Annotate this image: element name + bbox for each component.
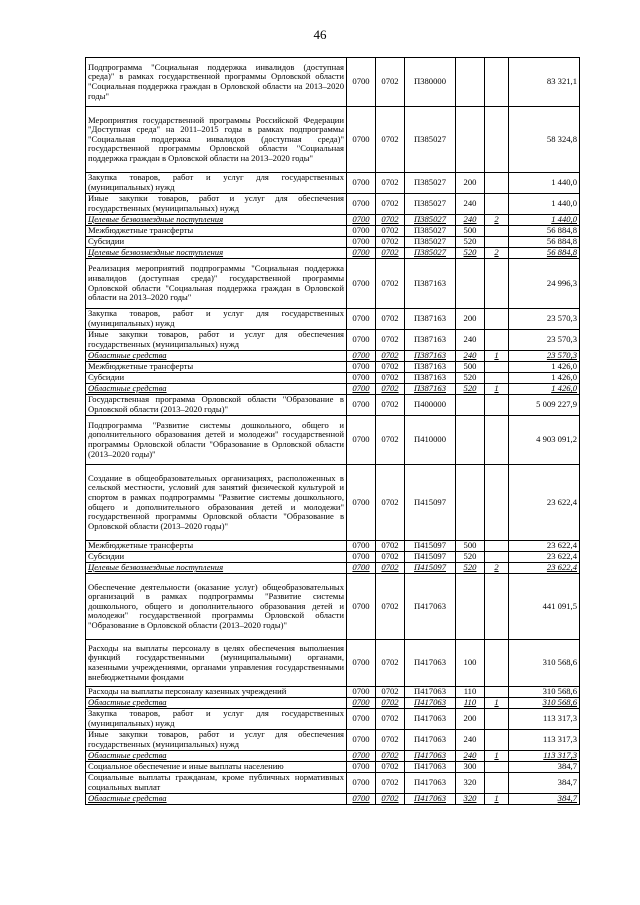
funding-source-code: 2 xyxy=(485,563,509,574)
funding-source-code xyxy=(485,709,509,730)
amount: 23 570,3 xyxy=(509,330,580,351)
row-name: Целевые безвозмездные поступления xyxy=(86,248,347,259)
funding-source-code: 1 xyxy=(485,351,509,362)
funding-source-code xyxy=(485,194,509,215)
funding-source-code xyxy=(485,395,509,416)
funding-source-code xyxy=(485,416,509,465)
target-item-code: П417063 xyxy=(405,574,456,640)
expense-type-code: 240 xyxy=(456,751,485,762)
table-row xyxy=(86,194,580,215)
row-name: Мероприятия государственной программы Российской Федерации "Доступная среда" на 2011–2015 годы в рамках подпрограммы "Социальная поддержка инвалидов (доступная среда)" государственной программы Орловской области "Социальная поддержка граждан в Орловской области на 2013–2020 годы" xyxy=(86,107,347,173)
amount: 56 884,8 xyxy=(509,248,580,259)
expense-type-code xyxy=(456,574,485,640)
table-row xyxy=(86,309,580,330)
funding-source-code xyxy=(485,373,509,384)
expense-type-code: 200 xyxy=(456,709,485,730)
expense-type-code: 520 xyxy=(456,563,485,574)
section-code: 0700 xyxy=(347,730,376,751)
subsection-code: 0702 xyxy=(376,248,405,259)
amount: 441 091,5 xyxy=(509,574,580,640)
table-row xyxy=(86,351,580,362)
target-item-code: П417063 xyxy=(405,709,456,730)
funding-source-code: 1 xyxy=(485,794,509,805)
row-name: Иные закупки товаров, работ и услуг для обеспечения государственных (муниципальных) нужд xyxy=(86,330,347,351)
amount: 384,7 xyxy=(509,794,580,805)
target-item-code: П417063 xyxy=(405,730,456,751)
target-item-code: П385027 xyxy=(405,194,456,215)
amount: 5 009 227,9 xyxy=(509,395,580,416)
section-code: 0700 xyxy=(347,563,376,574)
section-code: 0700 xyxy=(347,552,376,563)
table-row xyxy=(86,794,580,805)
section-code: 0700 xyxy=(347,330,376,351)
expense-type-code: 520 xyxy=(456,248,485,259)
row-name: Областные средства xyxy=(86,351,347,362)
target-item-code: П387163 xyxy=(405,259,456,309)
amount: 1 426,0 xyxy=(509,373,580,384)
section-code: 0700 xyxy=(347,107,376,173)
target-item-code: П387163 xyxy=(405,384,456,395)
row-name: Иные закупки товаров, работ и услуг для обеспечения государственных (муниципальных) нужд xyxy=(86,730,347,751)
amount: 1 440,0 xyxy=(509,215,580,226)
table-row xyxy=(86,574,580,640)
section-code: 0700 xyxy=(347,215,376,226)
table-row xyxy=(86,709,580,730)
row-name: Областные средства xyxy=(86,751,347,762)
section-code: 0700 xyxy=(347,541,376,552)
target-item-code: П417063 xyxy=(405,794,456,805)
expense-type-code: 240 xyxy=(456,351,485,362)
amount: 310 568,6 xyxy=(509,698,580,709)
subsection-code: 0702 xyxy=(376,773,405,794)
funding-source-code xyxy=(485,762,509,773)
table-row xyxy=(86,237,580,248)
amount: 1 426,0 xyxy=(509,362,580,373)
subsection-code: 0702 xyxy=(376,416,405,465)
subsection-code: 0702 xyxy=(376,541,405,552)
target-item-code: П387163 xyxy=(405,309,456,330)
expense-type-code: 520 xyxy=(456,237,485,248)
funding-source-code xyxy=(485,237,509,248)
table-row xyxy=(86,107,580,173)
target-item-code: П417063 xyxy=(405,640,456,687)
amount: 83 321,1 xyxy=(509,58,580,107)
table-row xyxy=(86,552,580,563)
table-row xyxy=(86,563,580,574)
row-name: Иные закупки товаров, работ и услуг для обеспечения государственных (муниципальных) нужд xyxy=(86,194,347,215)
page-number: 46 xyxy=(313,27,327,42)
amount: 113 317,3 xyxy=(509,730,580,751)
expense-type-code: 110 xyxy=(456,687,485,698)
row-name: Закупка товаров, работ и услуг для государственных (муниципальных) нужд xyxy=(86,173,347,194)
subsection-code: 0702 xyxy=(376,173,405,194)
row-name: Социальные выплаты гражданам, кроме публичных нормативных социальных выплат xyxy=(86,773,347,794)
amount: 23 570,3 xyxy=(509,309,580,330)
budget-table-body xyxy=(86,58,580,805)
expense-type-code: 520 xyxy=(456,373,485,384)
row-name: Межбюджетные трансферты xyxy=(86,541,347,552)
row-name: Подпрограмма "Социальная поддержка инвалидов (доступная среда)" в рамках государственной программы Орловской области "Социальная поддержка граждан в Орловской области на 2013–2020 годы" xyxy=(86,58,347,107)
target-item-code: П385027 xyxy=(405,226,456,237)
subsection-code: 0702 xyxy=(376,465,405,541)
row-name: Расходы на выплаты персоналу в целях обеспечения выполнения функций государственными (муниципальными) органами, казенными учреждениями, органами управления государственными внебюджетными фондами xyxy=(86,640,347,687)
row-name: Целевые безвозмездные поступления xyxy=(86,563,347,574)
subsection-code: 0702 xyxy=(376,794,405,805)
target-item-code: П410000 xyxy=(405,416,456,465)
expense-type-code: 240 xyxy=(456,215,485,226)
expense-type-code xyxy=(456,107,485,173)
amount: 24 996,3 xyxy=(509,259,580,309)
expense-type-code: 320 xyxy=(456,794,485,805)
row-name: Закупка товаров, работ и услуг для государственных (муниципальных) нужд xyxy=(86,709,347,730)
subsection-code: 0702 xyxy=(376,552,405,563)
expense-type-code xyxy=(456,259,485,309)
row-name: Областные средства xyxy=(86,384,347,395)
row-name: Расходы на выплаты персоналу казенных учреждений xyxy=(86,687,347,698)
amount: 310 568,6 xyxy=(509,640,580,687)
subsection-code: 0702 xyxy=(376,330,405,351)
target-item-code: П385027 xyxy=(405,248,456,259)
target-item-code: П385027 xyxy=(405,173,456,194)
target-item-code: П415097 xyxy=(405,541,456,552)
funding-source-code xyxy=(485,58,509,107)
section-code: 0700 xyxy=(347,194,376,215)
expense-type-code: 100 xyxy=(456,640,485,687)
expense-type-code: 110 xyxy=(456,698,485,709)
amount: 23 622,4 xyxy=(509,465,580,541)
row-name: Субсидии xyxy=(86,552,347,563)
subsection-code: 0702 xyxy=(376,751,405,762)
table-row xyxy=(86,698,580,709)
expense-type-code: 520 xyxy=(456,552,485,563)
expense-type-code xyxy=(456,395,485,416)
section-code: 0700 xyxy=(347,237,376,248)
section-code: 0700 xyxy=(347,226,376,237)
amount: 23 570,3 xyxy=(509,351,580,362)
subsection-code: 0702 xyxy=(376,259,405,309)
funding-source-code xyxy=(485,362,509,373)
funding-source-code xyxy=(485,730,509,751)
target-item-code: П415097 xyxy=(405,552,456,563)
target-item-code: П387163 xyxy=(405,362,456,373)
subsection-code: 0702 xyxy=(376,563,405,574)
amount: 23 622,4 xyxy=(509,563,580,574)
row-name: Социальное обеспечение и иные выплаты населению xyxy=(86,762,347,773)
section-code: 0700 xyxy=(347,465,376,541)
expense-type-code: 500 xyxy=(456,362,485,373)
section-code: 0700 xyxy=(347,709,376,730)
target-item-code: П385027 xyxy=(405,107,456,173)
subsection-code: 0702 xyxy=(376,640,405,687)
target-item-code: П400000 xyxy=(405,395,456,416)
subsection-code: 0702 xyxy=(376,762,405,773)
subsection-code: 0702 xyxy=(376,698,405,709)
expense-type-code: 500 xyxy=(456,226,485,237)
target-item-code: П385027 xyxy=(405,215,456,226)
funding-source-code xyxy=(485,173,509,194)
funding-source-code: 2 xyxy=(485,215,509,226)
target-item-code: П385027 xyxy=(405,237,456,248)
section-code: 0700 xyxy=(347,751,376,762)
section-code: 0700 xyxy=(347,574,376,640)
expense-type-code: 320 xyxy=(456,773,485,794)
amount: 384,7 xyxy=(509,773,580,794)
table-row xyxy=(86,248,580,259)
section-code: 0700 xyxy=(347,698,376,709)
table-row xyxy=(86,384,580,395)
table-row xyxy=(86,362,580,373)
funding-source-code xyxy=(485,465,509,541)
section-code: 0700 xyxy=(347,351,376,362)
row-name: Областные средства xyxy=(86,698,347,709)
section-code: 0700 xyxy=(347,384,376,395)
expense-type-code: 200 xyxy=(456,309,485,330)
table-row xyxy=(86,173,580,194)
target-item-code: П387163 xyxy=(405,373,456,384)
section-code: 0700 xyxy=(347,773,376,794)
row-name: Создание в общеобразовательных организациях, расположенных в сельской местности, условий для занятий физической культурой и спортом в рамках подпрограммы "Развитие системы дошкольного, общего и дополнительного образования детей и молодежи" государственной программы Орловской области "Образование в Орловской области (2013–2020 годы)" xyxy=(86,465,347,541)
table-row xyxy=(86,730,580,751)
subsection-code: 0702 xyxy=(376,58,405,107)
funding-source-code xyxy=(485,541,509,552)
section-code: 0700 xyxy=(347,395,376,416)
section-code: 0700 xyxy=(347,762,376,773)
row-name: Субсидии xyxy=(86,373,347,384)
funding-source-code: 1 xyxy=(485,384,509,395)
target-item-code: П417063 xyxy=(405,773,456,794)
subsection-code: 0702 xyxy=(376,395,405,416)
funding-source-code xyxy=(485,309,509,330)
section-code: 0700 xyxy=(347,362,376,373)
expense-type-code: 240 xyxy=(456,330,485,351)
section-code: 0700 xyxy=(347,58,376,107)
funding-source-code xyxy=(485,259,509,309)
target-item-code: П417063 xyxy=(405,687,456,698)
subsection-code: 0702 xyxy=(376,215,405,226)
funding-source-code: 1 xyxy=(485,698,509,709)
expense-type-code xyxy=(456,58,485,107)
amount: 384,7 xyxy=(509,762,580,773)
row-name: Межбюджетные трансферты xyxy=(86,226,347,237)
row-name: Государственная программа Орловской области "Образование в Орловской области (2013–2020 годы)" xyxy=(86,395,347,416)
expense-type-code xyxy=(456,465,485,541)
target-item-code: П387163 xyxy=(405,351,456,362)
table-row xyxy=(86,773,580,794)
subsection-code: 0702 xyxy=(376,237,405,248)
row-name: Закупка товаров, работ и услуг для государственных (муниципальных) нужд xyxy=(86,309,347,330)
table-row xyxy=(86,215,580,226)
row-name: Обеспечение деятельности (оказание услуг) общеобразовательных организаций в рамках подпрограммы "Развитие системы дошкольного, общего и дополнительного образования детей и молодежи" государственной программы Орловской области "Образование в Орловской области (2013–2020 годы)" xyxy=(86,574,347,640)
subsection-code: 0702 xyxy=(376,384,405,395)
amount: 1 426,0 xyxy=(509,384,580,395)
expense-type-code: 240 xyxy=(456,730,485,751)
funding-source-code: 1 xyxy=(485,751,509,762)
row-name: Реализация мероприятий подпрограммы "Социальная поддержка инвалидов (доступная среда)" государственной программы Орловской области "Социальная поддержка граждан в Орловской области на 2013–2020 годы" xyxy=(86,259,347,309)
subsection-code: 0702 xyxy=(376,709,405,730)
subsection-code: 0702 xyxy=(376,574,405,640)
expense-type-code: 240 xyxy=(456,194,485,215)
subsection-code: 0702 xyxy=(376,226,405,237)
funding-source-code xyxy=(485,107,509,173)
table-row xyxy=(86,395,580,416)
amount: 56 884,8 xyxy=(509,237,580,248)
budget-table xyxy=(85,57,580,805)
funding-source-code xyxy=(485,552,509,563)
table-row xyxy=(86,226,580,237)
table-row xyxy=(86,640,580,687)
section-code: 0700 xyxy=(347,309,376,330)
expense-type-code: 300 xyxy=(456,762,485,773)
amount: 1 440,0 xyxy=(509,173,580,194)
row-name: Подпрограмма "Развитие системы дошкольного, общего и дополнительного образования детей и молодежи" государственной программы Орловской области "Образование в Орловской области (2013–2020 годы)" xyxy=(86,416,347,465)
section-code: 0700 xyxy=(347,248,376,259)
amount: 113 317,3 xyxy=(509,709,580,730)
amount: 1 440,0 xyxy=(509,194,580,215)
amount: 4 903 091,2 xyxy=(509,416,580,465)
amount: 58 324,8 xyxy=(509,107,580,173)
table-row xyxy=(86,751,580,762)
section-code: 0700 xyxy=(347,794,376,805)
section-code: 0700 xyxy=(347,687,376,698)
funding-source-code xyxy=(485,687,509,698)
target-item-code: П417063 xyxy=(405,751,456,762)
section-code: 0700 xyxy=(347,373,376,384)
subsection-code: 0702 xyxy=(376,362,405,373)
section-code: 0700 xyxy=(347,416,376,465)
expense-type-code: 520 xyxy=(456,384,485,395)
section-code: 0700 xyxy=(347,173,376,194)
table-row xyxy=(86,541,580,552)
table-row xyxy=(86,416,580,465)
expense-type-code: 200 xyxy=(456,173,485,194)
subsection-code: 0702 xyxy=(376,730,405,751)
table-row xyxy=(86,762,580,773)
table-row xyxy=(86,259,580,309)
table-row xyxy=(86,465,580,541)
funding-source-code: 2 xyxy=(485,248,509,259)
table-row xyxy=(86,373,580,384)
section-code: 0700 xyxy=(347,259,376,309)
funding-source-code xyxy=(485,574,509,640)
expense-type-code xyxy=(456,416,485,465)
target-item-code: П417063 xyxy=(405,762,456,773)
subsection-code: 0702 xyxy=(376,687,405,698)
section-code: 0700 xyxy=(347,640,376,687)
funding-source-code xyxy=(485,640,509,687)
table-row xyxy=(86,330,580,351)
target-item-code: П415097 xyxy=(405,563,456,574)
expense-type-code: 500 xyxy=(456,541,485,552)
amount: 113 317,3 xyxy=(509,751,580,762)
funding-source-code xyxy=(485,773,509,794)
subsection-code: 0702 xyxy=(376,351,405,362)
amount: 56 884,8 xyxy=(509,226,580,237)
subsection-code: 0702 xyxy=(376,373,405,384)
funding-source-code xyxy=(485,330,509,351)
row-name: Субсидии xyxy=(86,237,347,248)
row-name: Областные средства xyxy=(86,794,347,805)
row-name: Целевые безвозмездные поступления xyxy=(86,215,347,226)
target-item-code: П380000 xyxy=(405,58,456,107)
target-item-code: П415097 xyxy=(405,465,456,541)
table-row xyxy=(86,58,580,107)
table-row xyxy=(86,687,580,698)
amount: 23 622,4 xyxy=(509,541,580,552)
row-name: Межбюджетные трансферты xyxy=(86,362,347,373)
target-item-code: П417063 xyxy=(405,698,456,709)
subsection-code: 0702 xyxy=(376,107,405,173)
amount: 310 568,6 xyxy=(509,687,580,698)
subsection-code: 0702 xyxy=(376,194,405,215)
funding-source-code xyxy=(485,226,509,237)
subsection-code: 0702 xyxy=(376,309,405,330)
target-item-code: П387163 xyxy=(405,330,456,351)
amount: 23 622,4 xyxy=(509,552,580,563)
